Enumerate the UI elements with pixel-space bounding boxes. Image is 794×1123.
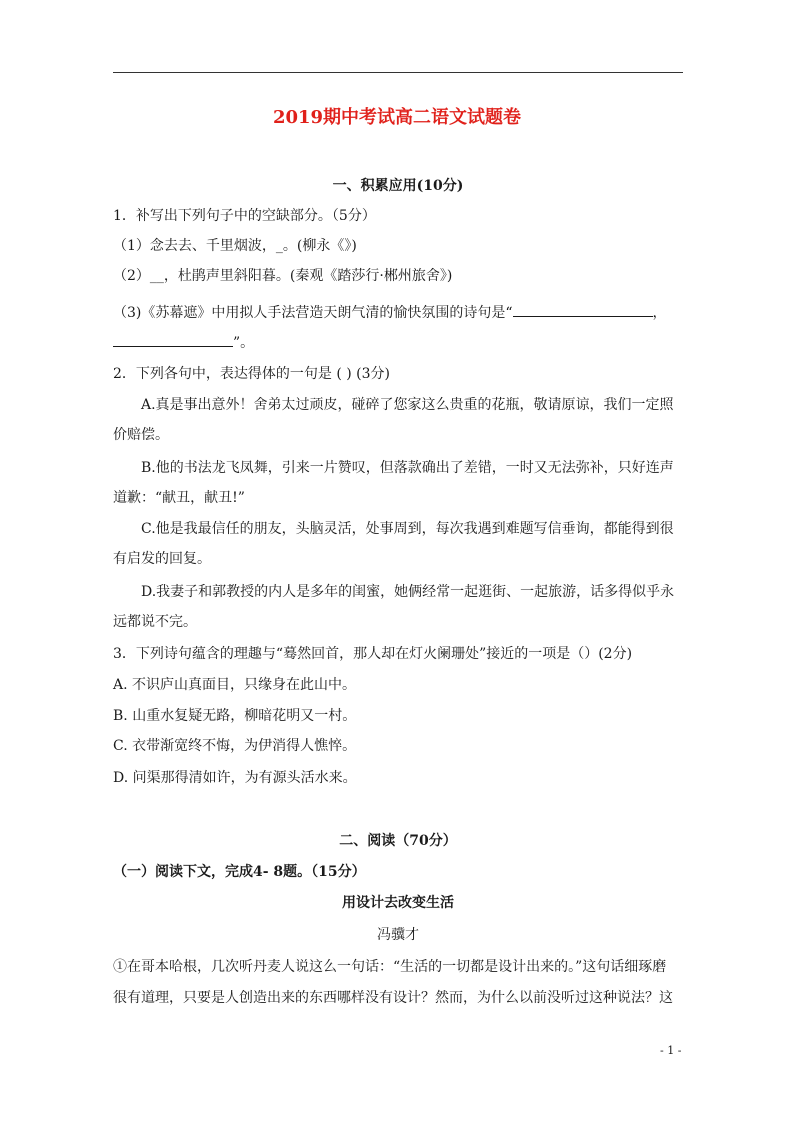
page-number: - 1 -	[660, 1044, 682, 1057]
answer-blank	[513, 302, 653, 317]
question-2-option-d: D.我妻子和郭教授的内人是多年的闺蜜，她俩经常一起逛街、一起旅游，话多得似乎永	[141, 584, 675, 600]
question-3-option-b: B. 山重水复疑无路，柳暗花明又一村。	[113, 708, 357, 724]
question-3-option-c: C. 衣带渐宽终不悔，为伊消得人憔悴。	[113, 738, 357, 754]
question-1-item-3-suffix: ”。	[233, 335, 255, 351]
question-3-stem: 3．下列诗句蕴含的理趣与“蓦然回首，那人却在灯火阑珊处”接近的一项是（）(2分)	[113, 646, 633, 662]
question-2-option-c: C.他是我最信任的朋友，头脑灵活，处事周到，每次我遇到难题写信垂询，都能得到很	[141, 521, 674, 537]
question-2-option-a: A.真是事出意外！舍弟太过顽皮，碰碎了您家这么贵重的花瓶，敬请原谅，我们一定照	[141, 397, 674, 413]
question-3-option-a: A. 不识庐山真面目，只缘身在此山中。	[113, 677, 357, 693]
question-2-stem: 2．下列各句中，表达得体的一句是 ( ) (3分)	[113, 366, 391, 382]
section-heading-accumulation: 一、积累应用(10分)	[332, 178, 464, 194]
article-author: 冯骥才	[377, 927, 419, 943]
question-1-item-2: （2）__，杜鹃声里斜阳暮。(秦观《踏莎行·郴州旅舍》)	[113, 268, 453, 284]
question-1-item-3	[113, 302, 667, 323]
article-paragraph-1-line-1: ①在哥本哈根，几次听丹麦人说这么一句话：“生活的一切都是设计出来的。”这句话细琢磨	[113, 959, 667, 975]
article-title: 用设计去改变生活	[342, 895, 454, 911]
answer-blank	[113, 332, 233, 347]
question-1-item-3-continuation	[113, 332, 254, 353]
header-rule	[113, 72, 683, 73]
question-1-item-3-mid: ，	[652, 305, 667, 321]
reading-sub-heading: （一）阅读下文，完成4- 8题。（15分）	[113, 864, 366, 880]
question-1-item-3-prefix: （3)《苏幕遮》中用拟人手法营造天朗气清的愉快氛围的诗句是“	[113, 305, 513, 321]
question-3-option-d: D. 问渠那得清如许，为有源头活水来。	[113, 770, 357, 786]
question-1-stem: 1．补写出下列句子中的空缺部分。（5分）	[113, 208, 376, 224]
question-2-option-b-cont: 道歉：“献丑，献丑!”	[113, 490, 245, 506]
question-2-option-d-cont: 远都说不完。	[113, 614, 197, 630]
question-2-option-a-cont: 价赔偿。	[113, 427, 169, 443]
question-2-option-b: B.他的书法龙飞凤舞，引来一片赞叹，但落款确出了差错，一时又无法弥补，只好连声	[141, 460, 674, 476]
section-heading-reading: 二、阅读（70分）	[339, 833, 457, 849]
article-paragraph-1-line-2: 很有道理，只要是人创造出来的东西哪样没有设计？然而，为什么以前没听过这种说法？这	[113, 990, 673, 1006]
question-1-item-1: （1）念去去、千里烟波，_。(柳永《》)	[113, 238, 357, 254]
question-2-option-c-cont: 有启发的回复。	[113, 551, 211, 567]
document-title: 2019期中考试高二语文试题卷	[272, 107, 522, 128]
